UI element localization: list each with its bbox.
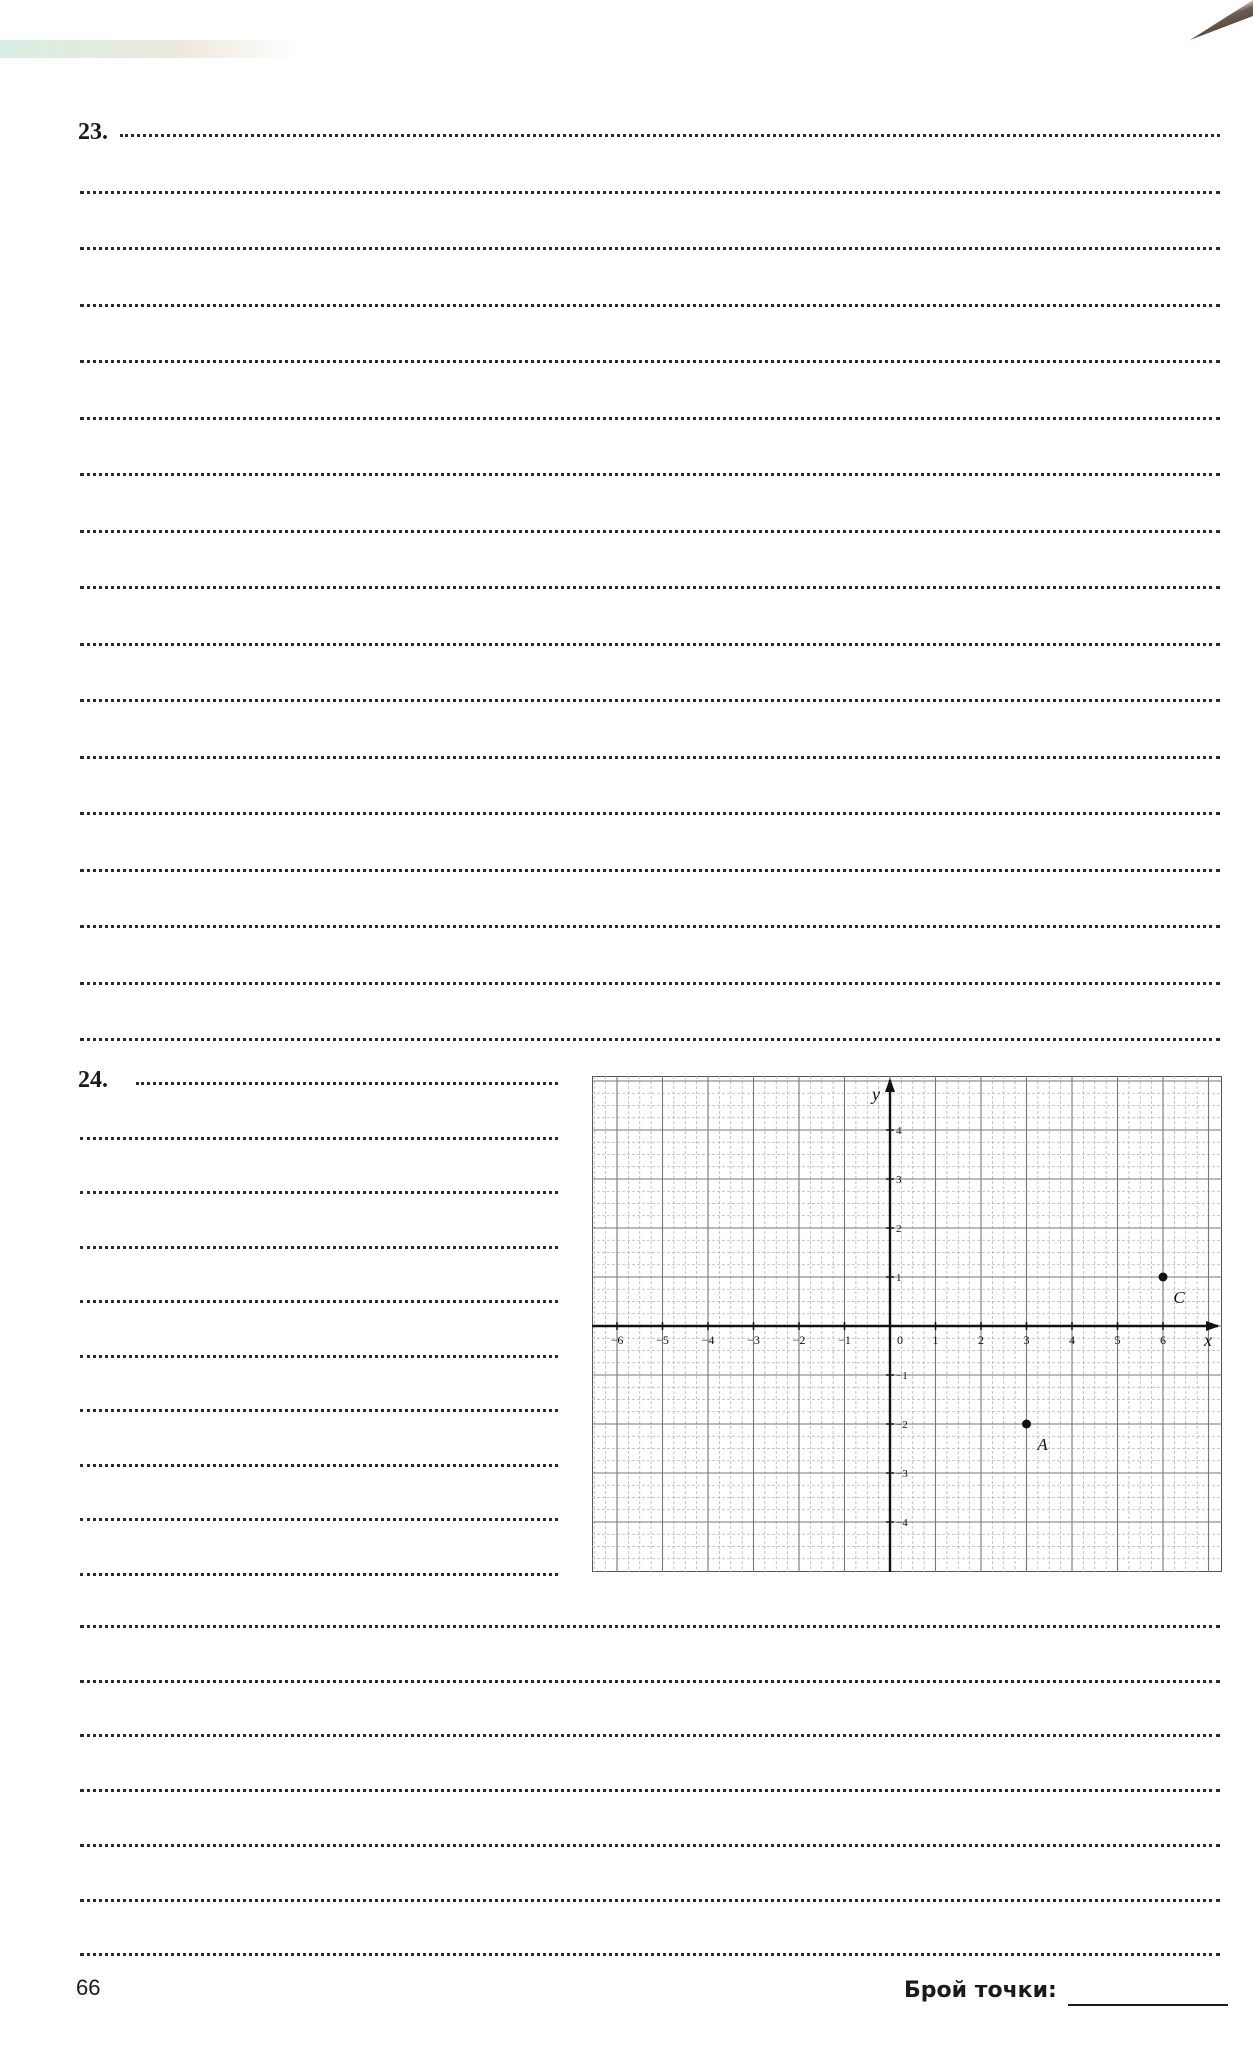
answer-line[interactable] (120, 134, 1220, 137)
answer-line[interactable] (80, 417, 1220, 420)
answer-line[interactable] (80, 586, 1220, 589)
x-tick-label: −4 (701, 1333, 715, 1347)
answer-line[interactable] (80, 247, 1220, 250)
point-label-c: C (1173, 1288, 1185, 1307)
page-edge-mark (0, 40, 300, 58)
answer-line[interactable] (80, 1464, 558, 1467)
answer-line[interactable] (80, 1038, 1220, 1041)
answer-line[interactable] (80, 1734, 1220, 1737)
origin-label: 0 (897, 1333, 903, 1347)
answer-line[interactable] (80, 1191, 558, 1194)
y-tick-label: 4 (896, 1125, 902, 1137)
x-tick-label: −3 (747, 1333, 760, 1347)
point-a (1022, 1420, 1031, 1429)
x-tick-label: 2 (978, 1333, 984, 1347)
y-axis-label: y (872, 1084, 880, 1104)
answer-line[interactable] (80, 1409, 558, 1412)
x-tick-label: 4 (1069, 1333, 1075, 1347)
answer-line[interactable] (80, 1300, 558, 1303)
y-tick-label: 3 (896, 1174, 902, 1186)
answer-line[interactable] (80, 1246, 558, 1249)
answer-line[interactable] (80, 699, 1220, 702)
answer-line[interactable] (80, 982, 1220, 985)
x-tick-label: 3 (1023, 1333, 1030, 1347)
answer-line[interactable] (80, 1789, 1220, 1792)
answer-line[interactable] (80, 925, 1220, 928)
coordinate-plane-svg (592, 1076, 1222, 1572)
x-tick-label: 5 (1114, 1333, 1121, 1347)
point-c (1159, 1273, 1168, 1282)
y-tick-label: 2 (896, 1223, 902, 1235)
x-tick-label: −1 (838, 1333, 851, 1347)
answer-line[interactable] (80, 756, 1220, 759)
question-24-number: 24. (78, 1067, 108, 1093)
answer-line[interactable] (80, 1137, 558, 1140)
answer-line[interactable] (80, 812, 1220, 815)
answer-line[interactable] (80, 1844, 1220, 1847)
answer-line[interactable] (80, 1899, 1220, 1902)
answer-line[interactable] (80, 360, 1220, 363)
y-tick-label: −2 (896, 1419, 908, 1431)
page-corner-shadow (1163, 0, 1253, 40)
answer-line[interactable] (80, 1573, 558, 1576)
answer-line[interactable] (136, 1082, 558, 1085)
coordinate-grid (592, 1076, 1222, 1572)
answer-line[interactable] (80, 1518, 558, 1521)
page-number: 66 (76, 1975, 101, 2000)
answer-line[interactable] (80, 1355, 558, 1358)
y-tick-label: −1 (896, 1370, 908, 1382)
answer-line[interactable] (80, 530, 1220, 533)
point-label-a: A (1037, 1435, 1048, 1454)
points-input-line[interactable] (1068, 2004, 1228, 2006)
y-tick-label: 1 (896, 1272, 902, 1284)
x-tick-label: 6 (1160, 1333, 1166, 1347)
x-tick-label: 1 (932, 1333, 939, 1347)
answer-line[interactable] (80, 304, 1220, 307)
x-tick-label: −2 (792, 1333, 806, 1347)
points-label: Брой точки: (904, 1978, 1057, 2003)
answer-line[interactable] (80, 1680, 1220, 1683)
x-tick-label: −6 (610, 1333, 624, 1347)
question-23-number: 23. (78, 119, 108, 145)
x-tick-label: −5 (656, 1333, 669, 1347)
answer-line[interactable] (80, 643, 1220, 646)
answer-line[interactable] (80, 473, 1220, 476)
answer-line[interactable] (80, 1625, 1220, 1628)
y-tick-label: −3 (896, 1468, 908, 1480)
y-tick-label: −4 (896, 1517, 908, 1529)
x-axis-label: x (1204, 1330, 1212, 1350)
answer-line[interactable] (80, 191, 1220, 194)
answer-line[interactable] (80, 869, 1220, 872)
answer-line[interactable] (80, 1953, 1220, 1956)
